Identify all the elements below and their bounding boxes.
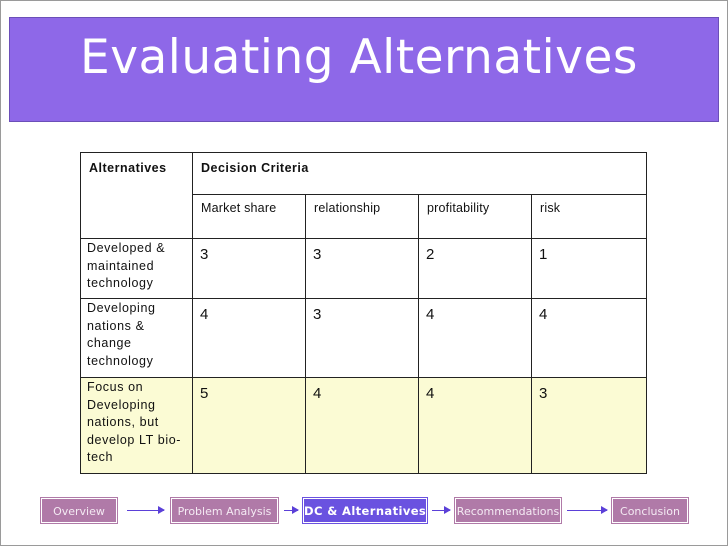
alternative-line: change xyxy=(87,336,132,350)
score-value: 4 xyxy=(539,306,548,323)
table-row xyxy=(81,299,647,378)
criterion-label: relationship xyxy=(314,201,381,215)
header-alternatives-label: Alternatives xyxy=(89,161,167,175)
score-cell xyxy=(193,378,306,474)
slide-title: Evaluating Alternatives xyxy=(80,30,638,85)
criterion-risk xyxy=(532,195,647,239)
title-banner xyxy=(9,17,719,122)
score-cell xyxy=(193,299,306,378)
alternative-line: maintained xyxy=(87,258,155,273)
section-navigation xyxy=(41,498,688,525)
score-value: 1 xyxy=(539,246,548,263)
alternative-label xyxy=(81,239,192,293)
score-cell xyxy=(306,378,419,474)
score-value: 4 xyxy=(313,385,322,402)
arrow-right-icon xyxy=(432,510,450,511)
alternative-line: Developing xyxy=(87,301,156,315)
alternative-line: technology xyxy=(87,353,154,368)
nav-recommendations[interactable]: Recommendations xyxy=(455,498,561,523)
score-value: 2 xyxy=(426,246,435,263)
alternative-line: develop LT bio- xyxy=(87,432,182,447)
score-cell xyxy=(419,378,532,474)
score-cell xyxy=(419,239,532,299)
alternative-line: tech xyxy=(87,450,114,464)
arrow-right-icon xyxy=(127,510,164,511)
arrow-right-icon xyxy=(567,510,607,511)
criterion-relationship xyxy=(306,195,419,239)
alternative-label xyxy=(81,299,192,370)
table-row xyxy=(81,239,647,299)
criterion-profitability xyxy=(419,195,532,239)
score-cell xyxy=(193,239,306,299)
score-cell xyxy=(306,239,419,299)
nav-problem-analysis[interactable]: Problem Analysis xyxy=(171,498,278,523)
alternative-line: Developed & xyxy=(87,241,166,255)
nav-dc-alternatives[interactable]: DC & Alternatives xyxy=(303,498,427,523)
score-cell xyxy=(532,299,647,378)
alternative-line: Focus on xyxy=(87,380,144,394)
score-cell xyxy=(306,299,419,378)
criterion-label: Market share xyxy=(201,201,277,215)
arrow-right-icon xyxy=(284,510,298,511)
score-cell xyxy=(419,299,532,378)
table-row xyxy=(81,378,647,474)
alternative-line: technology xyxy=(87,276,154,290)
score-value: 4 xyxy=(426,385,435,402)
header-decision-criteria-label: Decision Criteria xyxy=(201,161,309,175)
score-value: 3 xyxy=(313,246,322,263)
score-value: 3 xyxy=(200,246,209,263)
alternative-cell xyxy=(81,378,193,474)
criterion-label: profitability xyxy=(427,201,490,215)
nav-overview[interactable]: Overview xyxy=(41,498,117,523)
alternative-label xyxy=(81,378,192,467)
score-value: 4 xyxy=(200,306,209,323)
alternative-line: nations, but xyxy=(87,415,159,429)
score-value: 5 xyxy=(200,385,209,402)
score-cell xyxy=(532,378,647,474)
alternative-line: nations & xyxy=(87,318,145,333)
nav-conclusion[interactable]: Conclusion xyxy=(612,498,688,523)
score-value: 3 xyxy=(313,306,322,323)
score-value: 3 xyxy=(539,385,548,402)
decision-criteria-table xyxy=(80,152,647,474)
criterion-label: risk xyxy=(540,201,561,215)
alternative-cell xyxy=(81,299,193,378)
criterion-market-share xyxy=(193,195,306,239)
score-cell xyxy=(532,239,647,299)
alternative-cell xyxy=(81,239,193,299)
alternative-line: Developing xyxy=(87,397,156,412)
score-value: 4 xyxy=(426,306,435,323)
header-alternatives xyxy=(81,153,193,239)
header-decision-criteria xyxy=(193,153,647,195)
